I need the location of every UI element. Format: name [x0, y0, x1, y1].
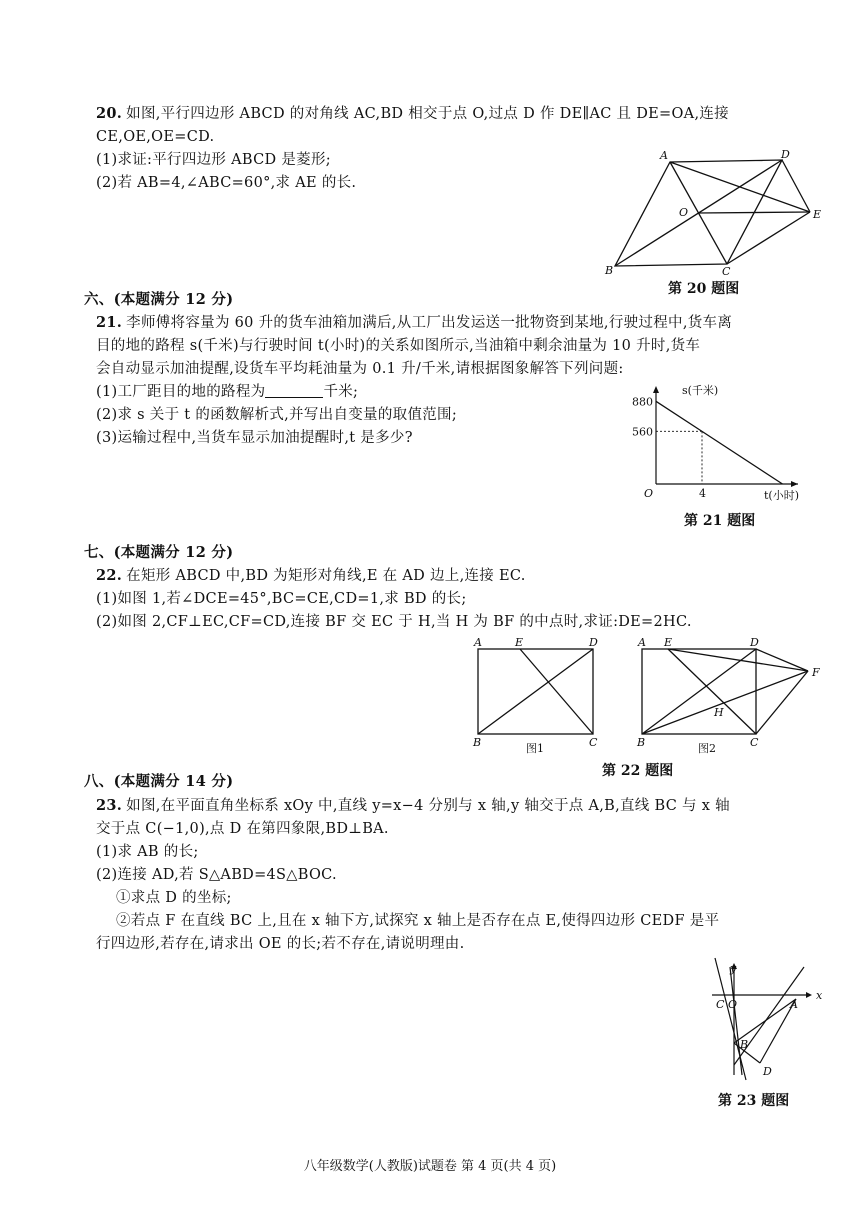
q22-fig2-label: 图2 — [698, 742, 716, 755]
q23-number: 23. — [96, 797, 123, 814]
q21-caption: 第 21 题图 — [684, 513, 756, 529]
section-6-heading: 六、(本题满分 12 分) — [84, 291, 234, 308]
q21-number: 21. — [96, 314, 123, 331]
q21-xlabel: t(小时) — [764, 489, 800, 502]
q22-f2-label-D: D — [750, 636, 759, 649]
q20-caption: 第 20 题图 — [668, 281, 740, 297]
q23-figure — [700, 955, 830, 1085]
q21-x-arrow — [791, 481, 798, 487]
q21-sub2: (2)求 s 关于 t 的函数解析式,并写出自变量的取值范围; — [96, 407, 458, 423]
q21-text-1: 李师傅将容量为 60 升的货车油箱加满后,从工厂出发运送一批物资到某地,行驶过程中,货车离 — [126, 315, 733, 331]
q21-y-tick-label: 560 — [632, 425, 653, 439]
q20-label-D: D — [781, 148, 790, 161]
q20-label-B: B — [605, 264, 614, 277]
q21-sub3: (3)运输过程中,当货车显示加油提醒时,t 是多少? — [96, 430, 413, 446]
q22-f1-label-A: A — [474, 636, 482, 649]
q22-text-1: 在矩形 ABCD 中,BD 为矩形对角线,E 在 AD 边上,连接 EC. — [126, 568, 526, 584]
q23-sub2: (2)连接 AD,若 S△ABD=4S△BOC. — [96, 867, 337, 883]
q22-f1-label-E: E — [515, 636, 524, 649]
q23-label-x: x — [816, 989, 823, 1002]
q22-f2-label-H: H — [714, 706, 724, 719]
q20-label-A: A — [660, 149, 668, 162]
q21-line1 — [96, 313, 732, 333]
q22-figure-1 — [468, 634, 608, 759]
q22-f1-label-B: B — [473, 736, 482, 749]
q22-f2-label-E: E — [664, 636, 673, 649]
q21-answer-blank — [265, 383, 323, 398]
q22-f2-label-F: F — [812, 666, 820, 679]
q20-label-E: E — [813, 208, 822, 221]
q22-fig1-label: 图1 — [526, 742, 544, 755]
q23-label-B: B — [740, 1038, 749, 1051]
q22-sub2: (2)如图 2,CF⊥EC,CF=CD,连接 BF 交 EC 于 H,当 H 为 BF 的中点时,求证:DE=2HC. — [96, 614, 692, 630]
q23-label-y: y — [730, 962, 737, 975]
q21-y-tick-label: 880 — [632, 395, 653, 409]
q21-sub1-unit: 千米; — [323, 384, 359, 400]
q22-f2-label-A: A — [638, 636, 646, 649]
q22-line1 — [96, 566, 526, 586]
q21-sub1-text: (1)工厂距目的地的路程为 — [96, 384, 266, 400]
q22-caption: 第 22 题图 — [602, 763, 674, 779]
q20-text-1: 如图,平行四边形 ABCD 的对角线 AC,BD 相交于点 O,过点 D 作 DE∥AC 且 DE=OA,连接 — [126, 106, 729, 122]
q23-line2: 交于点 C(−1,0),点 D 在第四象限,BD⊥BA. — [96, 821, 389, 837]
q23-sub2b-line1: ②若点 F 在直线 BC 上,且在 x 轴下方,试探究 x 轴上是否存在点 E,使得四边形 CEDF 是平 — [116, 913, 720, 929]
q21-sub1 — [96, 382, 358, 402]
q20-line2: CE,OE,OE=CD. — [96, 129, 215, 145]
section-7-heading: 七、(本题满分 12 分) — [84, 544, 234, 561]
q20-line1 — [96, 104, 729, 124]
q23-label-O: O — [728, 998, 738, 1011]
q23-line1 — [96, 796, 730, 816]
q23-sub2b-line2: 行四边形,若存在,请求出 OE 的长;若不存在,请说明理由. — [96, 936, 465, 952]
page-footer: 八年级数学(人教版)试题卷 第 4 页(共 4 页) — [303, 1159, 557, 1174]
q20-label-C: C — [722, 265, 731, 278]
q22-f2-label-C: C — [750, 736, 759, 749]
q22-figure-2 — [632, 634, 832, 759]
q21-ylabel: s(千米) — [682, 384, 719, 397]
q22-f1-label-D: D — [589, 636, 598, 649]
q21-series-line — [656, 401, 783, 484]
q23-label-D: D — [763, 1065, 772, 1078]
q20-sub2: (2)若 AB=4,∠ABC=60°,求 AE 的长. — [96, 175, 357, 191]
q21-line3: 会自动显示加油提醒,设货车平均耗油量为 0.1 升/千米,请根据图象解答下列问题: — [96, 361, 624, 377]
q21-x-tick-label: 4 — [699, 487, 706, 500]
q23-label-C: C — [716, 998, 725, 1011]
section-8-heading: 八、(本题满分 14 分) — [84, 773, 234, 790]
q20-sub1: (1)求证:平行四边形 ABCD 是菱形; — [96, 152, 331, 168]
q23-caption: 第 23 题图 — [718, 1093, 790, 1109]
q20-label-O: O — [679, 206, 689, 219]
q23-sub1: (1)求 AB 的长; — [96, 844, 199, 860]
q21-line2: 目的地的路程 s(千米)与行驶时间 t(小时)的关系如图所示,当油箱中剩余油量为 10 升时,货车 — [96, 338, 701, 354]
q23-text-1: 如图,在平面直角坐标系 xOy 中,直线 y=x−4 分别与 x 轴,y 轴交于点 A,B,直线 BC 与 x 轴 — [126, 798, 730, 814]
q22-sub1: (1)如图 1,若∠DCE=45°,BC=CE,CD=1,求 BD 的长; — [96, 591, 467, 607]
q20-number: 20. — [96, 105, 123, 122]
q20-figure — [600, 148, 830, 278]
q22-number: 22. — [96, 567, 123, 584]
q21-chart — [620, 378, 820, 508]
q21-origin: O — [644, 487, 654, 500]
q22-f1-label-C: C — [589, 736, 598, 749]
q23-sub2a: ①求点 D 的坐标; — [116, 890, 232, 906]
q22-f2-label-B: B — [637, 736, 646, 749]
q23-label-A: A — [790, 998, 798, 1011]
q21-y-arrow — [653, 386, 659, 393]
